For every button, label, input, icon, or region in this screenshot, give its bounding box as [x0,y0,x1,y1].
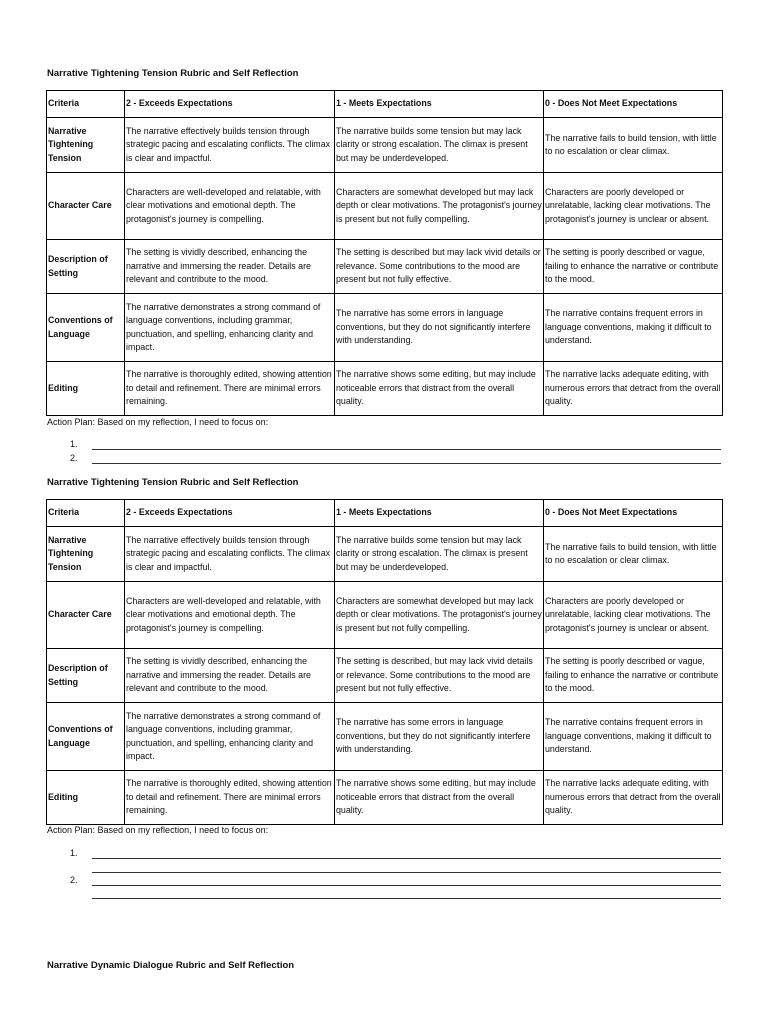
criteria-cell: Conventions of Language [47,703,125,771]
plan-item-number: 2. [70,875,78,885]
meets-cell: Characters are somewhat developed but may lack depth or clear motivations. The protagonist's journey is present but not fully compelling. [335,582,544,649]
exceeds-cell: Characters are well-developed and relatable, with clear motivations and emotional depth. The protagonist's journey is compelling. [125,173,335,240]
header-meets: 1 - Meets Expectations [335,91,544,118]
table-row [47,527,723,582]
meets-cell: The narrative shows some editing, but may include noticeable errors that distract from the overall quality. [335,362,544,416]
blank-line [92,463,721,464]
meets-cell: The narrative has some errors in language conventions, but they do not significantly interfere with understanding. [335,703,544,771]
header-meets: 1 - Meets Expectations [335,500,544,527]
exceeds-cell: The narrative is thoroughly edited, showing attention to detail and refinement. There are minimal errors remaining. [125,771,335,825]
blank-line [92,885,721,886]
table-row [47,582,723,649]
section-1-plan-line-1[interactable] [70,439,721,451]
exceeds-cell: The narrative effectively builds tension through strategic pacing and escalating conflicts. The climax is clear and impactful. [125,527,335,582]
criteria-cell: Description of Setting [47,649,125,703]
section-2-plan-line-2[interactable] [70,875,721,887]
meets-cell: Characters are somewhat developed but may lack depth or clear motivations. The protagonist's journey is present but not fully compelling. [335,173,544,240]
table-row [47,703,723,771]
table-row [47,771,723,825]
exceeds-cell: The narrative demonstrates a strong command of language conventions, including grammar, punctuation, and spelling, enhancing clarity and impact. [125,294,335,362]
table-row [47,240,723,294]
meets-cell: The narrative has some errors in language conventions, but they do not significantly interfere with understanding. [335,294,544,362]
exceeds-cell: The narrative demonstrates a strong command of language conventions, including grammar, punctuation, and spelling, enhancing clarity and impact. [125,703,335,771]
header-not-meet: 0 - Does Not Meet Expectations [544,500,723,527]
meets-cell: The narrative builds some tension but may lack clarity or strong escalation. The climax is present but may be underdeveloped. [335,118,544,173]
not-meet-cell: The narrative fails to build tension, with little to no escalation or clear climax. [544,118,723,173]
meets-cell: The narrative shows some editing, but may include noticeable errors that distract from the overall quality. [335,771,544,825]
not-meet-cell: The narrative fails to build tension, with little to no escalation or clear climax. [544,527,723,582]
table-row [47,173,723,240]
table-row [47,118,723,173]
criteria-cell: Narrative Tightening Tension [47,118,125,173]
blank-line[interactable] [92,872,721,873]
not-meet-cell: The narrative contains frequent errors in language conventions, making it difficult to understand. [544,703,723,771]
section-3-title: Narrative Dynamic Dialogue Rubric and Self Reflection [47,960,295,971]
section-2-plan-line-1[interactable] [70,848,721,860]
criteria-cell: Conventions of Language [47,294,125,362]
header-criteria: Criteria [47,91,125,118]
blank-line [92,449,721,450]
section-2-rubric-table [46,499,723,825]
exceeds-cell: The narrative effectively builds tension through strategic pacing and escalating conflicts. The climax is clear and impactful. [125,118,335,173]
not-meet-cell: The setting is poorly described or vague, failing to enhance the narrative or contribute to the mood. [544,240,723,294]
header-exceeds: 2 - Exceeds Expectations [125,91,335,118]
exceeds-cell: The setting is vividly described, enhancing the narrative and immersing the reader. Details are relevant and contribute to the mood. [125,240,335,294]
not-meet-cell: The narrative contains frequent errors in language conventions, making it difficult to understand. [544,294,723,362]
meets-cell: The narrative builds some tension but may lack clarity or strong escalation. The climax is present but may be underdeveloped. [335,527,544,582]
exceeds-cell: The narrative is thoroughly edited, showing attention to detail and refinement. There are minimal errors remaining. [125,362,335,416]
meets-cell: The setting is described, but may lack vivid details or relevance. Some contributions to the mood are present but not fully effective. [335,649,544,703]
not-meet-cell: The narrative lacks adequate editing, with numerous errors that detract from the overall quality. [544,771,723,825]
criteria-cell: Description of Setting [47,240,125,294]
table-row [47,294,723,362]
not-meet-cell: Characters are poorly developed or unrelatable, lacking clear motivations. The protagonist's journey is unclear or absent. [544,173,723,240]
section-1-action-plan: Action Plan: Based on my reflection, I need to focus on: [47,417,269,427]
section-2-title: Narrative Tightening Tension Rubric and Self Reflection [47,477,299,488]
criteria-cell: Editing [47,771,125,825]
section-1-plan-line-2[interactable] [70,453,721,465]
blank-line [92,858,721,859]
not-meet-cell: The setting is poorly described or vague, failing to enhance the narrative or contribute to the mood. [544,649,723,703]
table-header-row [47,91,723,118]
meets-cell: The setting is described but may lack vivid details or relevance. Some contributions to the mood are present but not fully effective. [335,240,544,294]
table-row [47,649,723,703]
criteria-cell: Character Care [47,582,125,649]
not-meet-cell: Characters are poorly developed or unrelatable, lacking clear motivations. The protagonist's journey is unclear or absent. [544,582,723,649]
section-1-title: Narrative Tightening Tension Rubric and Self Reflection [47,68,299,79]
criteria-cell: Editing [47,362,125,416]
section-2-action-plan: Action Plan: Based on my reflection, I need to focus on: [47,825,269,835]
criteria-cell: Character Care [47,173,125,240]
plan-item-number: 2. [70,453,78,463]
exceeds-cell: The setting is vividly described, enhancing the narrative and immersing the reader. Details are relevant and contribute to the mood. [125,649,335,703]
table-row [47,362,723,416]
criteria-cell: Narrative Tightening Tension [47,527,125,582]
table-header-row [47,500,723,527]
section-1-rubric-table [46,90,723,416]
plan-item-number: 1. [70,848,78,858]
blank-line[interactable] [92,898,721,899]
header-exceeds: 2 - Exceeds Expectations [125,500,335,527]
header-not-meet: 0 - Does Not Meet Expectations [544,91,723,118]
exceeds-cell: Characters are well-developed and relatable, with clear motivations and emotional depth. The protagonist's journey is compelling. [125,582,335,649]
not-meet-cell: The narrative lacks adequate editing, with numerous errors that detract from the overall quality. [544,362,723,416]
header-criteria: Criteria [47,500,125,527]
plan-item-number: 1. [70,439,78,449]
